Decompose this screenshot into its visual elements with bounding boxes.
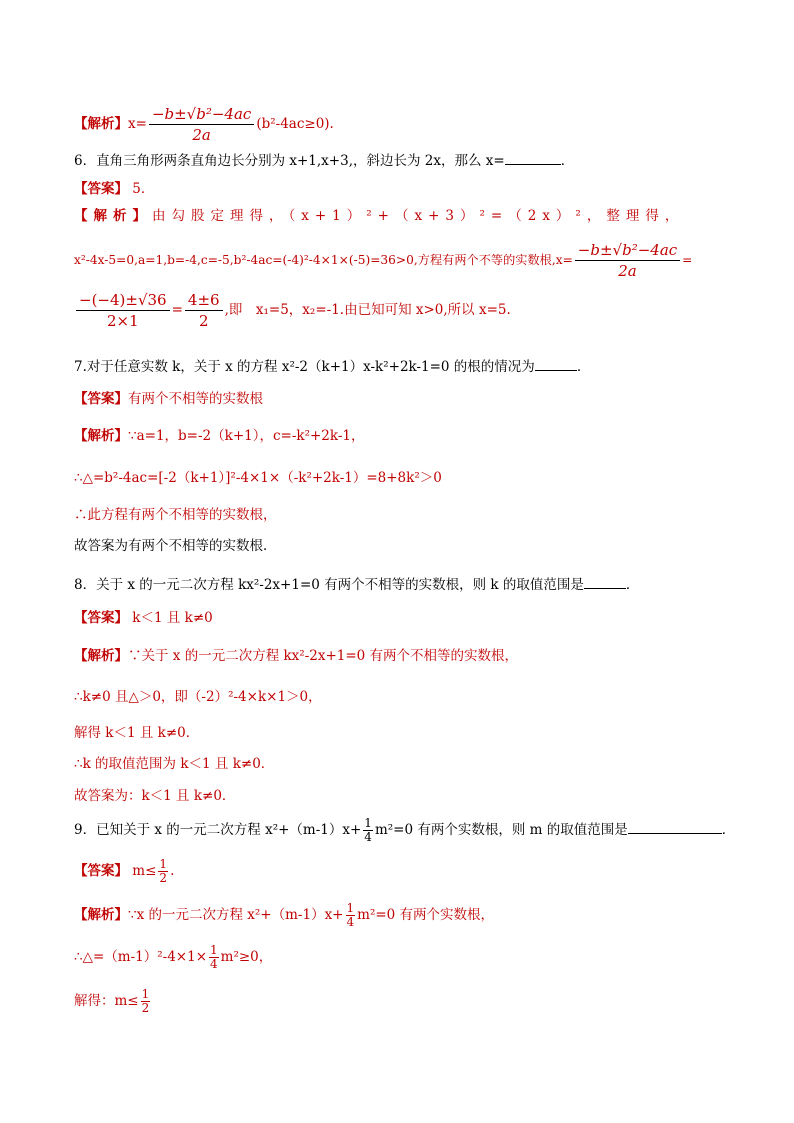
q7-analysis-line1 — [74, 427, 365, 445]
q8-answer — [74, 609, 213, 627]
q8-analysis-line2 — [74, 688, 322, 706]
quarter-fraction — [346, 902, 356, 929]
answer-blank — [535, 356, 577, 371]
analysis-tag: 【解析】 — [74, 208, 152, 224]
quarter-fraction — [363, 817, 373, 844]
q8-analysis-line5 — [74, 787, 235, 805]
fraction-numerator: 1 — [364, 816, 372, 830]
fraction-denominator: 4 — [364, 830, 372, 844]
fraction-denominator: 4 — [346, 915, 355, 929]
question-end: ． — [576, 359, 591, 375]
equals-sign: = — [682, 253, 693, 267]
analysis-tag: 【解析】 — [74, 907, 128, 923]
fraction-numerator: 1 — [141, 987, 150, 1001]
q8-question — [74, 574, 639, 594]
analysis-text: ,即 x₁=5，x₂=-1.由已知可知 x>0,所以 x=5. — [224, 302, 511, 318]
equals-sign: = — [171, 302, 183, 318]
answer-tag: 【答案】 — [74, 391, 128, 407]
analysis-text: ∵关于 x 的一元二次方程 kx²-2x+1=0 有两个不相等的实数根， — [128, 648, 519, 664]
quarter-fraction — [209, 944, 219, 971]
analysis-tag: 【解析】 — [74, 116, 128, 132]
q6-answer — [74, 180, 154, 198]
analysis-text: x²-4x-5=0,a=1,b=-4,c=-5,b²-4ac=(-4)²-4×1×(-5)=36>0,方程有两个不等的实数根,x= — [74, 253, 573, 267]
fraction-denominator: 2 — [159, 871, 168, 885]
answer-tag: 【答案】 — [74, 863, 128, 879]
fraction-numerator: 4±6 — [185, 290, 223, 311]
analysis-text: ∴△=（m-1）²-4×1× — [74, 949, 208, 965]
question-text: 6．直角三角形两条直角边长分别为 x+1,x+3,，斜边长为 2x，那么 x= — [74, 153, 505, 169]
q7-answer — [74, 390, 263, 408]
q7-question — [74, 356, 590, 376]
q9-question — [74, 817, 735, 844]
q9-analysis-line1 — [74, 902, 494, 929]
quadratic-formula-fraction — [149, 104, 254, 145]
fraction-denominator: 4 — [210, 957, 218, 971]
analysis-text: 故答案为：k＜1 且 k≠0． — [74, 788, 236, 804]
formula-denominator: 2a — [192, 126, 211, 144]
answer-value: m≤ — [132, 863, 157, 879]
question-end: ． — [625, 577, 640, 593]
answer-end: . — [170, 863, 175, 879]
fraction-numerator: 1 — [346, 901, 355, 915]
answer-value: 5． — [132, 181, 155, 197]
substitution-fraction — [76, 290, 170, 331]
analysis-text: 由勾股定理得，（x+1）²+（x+3）²=（2x）²，整理得， — [152, 208, 685, 224]
analysis-tag: 【解析】 — [74, 648, 128, 664]
q6-analysis-line1 — [74, 207, 684, 225]
q6-analysis-line3 — [74, 290, 511, 331]
q6-question — [74, 150, 574, 170]
q8-analysis-line1 — [74, 647, 518, 665]
half-fraction — [141, 988, 151, 1015]
analysis-text: 解得：m≤ — [74, 993, 139, 1009]
question-text: 8．关于 x 的一元二次方程 kx²-2x+1=0 有两个不相等的实数根，则 k 的取值范围是 — [74, 577, 584, 593]
formula-numerator: −b±√b²−4ac — [149, 104, 254, 125]
analysis-text: ∴此方程有两个不相等的实数根， — [74, 507, 277, 523]
q7-analysis-line2 — [74, 469, 442, 487]
answer-tag: 【答案】 — [74, 610, 128, 626]
answer-tag: 【答案】 — [74, 181, 128, 197]
simplified-fraction — [185, 290, 223, 331]
q7-analysis-line3 — [74, 506, 277, 524]
fraction-numerator: 1 — [159, 857, 168, 871]
analysis-text: ∴k 的取值范围为 k＜1 且 k≠0． — [74, 756, 275, 772]
q6-analysis-line2 — [74, 240, 692, 281]
q9-answer — [74, 858, 174, 885]
analysis-tag: 【解析】 — [74, 428, 128, 444]
q5-analysis-line — [74, 104, 334, 145]
answer-value: k＜1 且 k≠0 — [132, 610, 213, 626]
fraction-numerator: −(−4)±√36 — [76, 290, 170, 311]
analysis-text: ∴△=b²-4ac=[-2（k+1）]²-4×1×（-k²+2k-1）=8+8k²＞0 — [74, 470, 442, 486]
x-equals: x= — [128, 116, 147, 132]
quadratic-formula-fraction — [575, 240, 680, 281]
fraction-denominator: 2 — [198, 312, 209, 330]
analysis-text: ∵x 的一元二次方程 x²+（m-1）x+ — [128, 907, 344, 923]
analysis-text: ∵a=1，b=-2（k+1），c=-k²+2k-1， — [128, 428, 365, 444]
analysis-text: m²=0 有两个实数根， — [357, 907, 495, 923]
q7-analysis-line4 — [74, 537, 277, 555]
fraction-denominator: 2 — [141, 1001, 150, 1015]
analysis-text: 解得 k＜1 且 k≠0． — [74, 725, 200, 741]
q8-analysis-line3 — [74, 724, 199, 742]
answer-blank — [584, 574, 626, 589]
half-fraction — [158, 858, 168, 885]
question-text: 7.对于任意实数 k，关于 x 的方程 x²-2（k+1）x-k²+2k-1=0 的根的情况为 — [74, 359, 535, 375]
question-end: ． — [721, 822, 736, 838]
q8-analysis-line4 — [74, 755, 274, 773]
answer-blank — [505, 150, 561, 165]
answer-blank — [628, 819, 722, 834]
fraction-denominator: 2×1 — [106, 312, 139, 330]
analysis-text: m²≥0， — [220, 949, 273, 965]
answer-value: 有两个不相等的实数根 — [128, 391, 263, 407]
analysis-text: ∴k≠0 且△＞0，即（-2）²-4×k×1＞0， — [74, 689, 322, 705]
analysis-text: 故答案为有两个不相等的实数根． — [74, 538, 277, 554]
formula-denominator: 2a — [618, 262, 637, 280]
question-text: m²=0 有两个实数根，则 m 的取值范围是 — [374, 822, 628, 838]
discriminant-condition: (b²-4ac≥0). — [256, 116, 334, 132]
q9-analysis-line2 — [74, 944, 272, 971]
formula-numerator: −b±√b²−4ac — [575, 240, 680, 261]
q9-analysis-line3 — [74, 988, 152, 1015]
question-end: ． — [560, 153, 575, 169]
fraction-numerator: 1 — [210, 943, 218, 957]
question-text: 9．已知关于 x 的一元二次方程 x²+（m-1）x+ — [74, 822, 362, 838]
